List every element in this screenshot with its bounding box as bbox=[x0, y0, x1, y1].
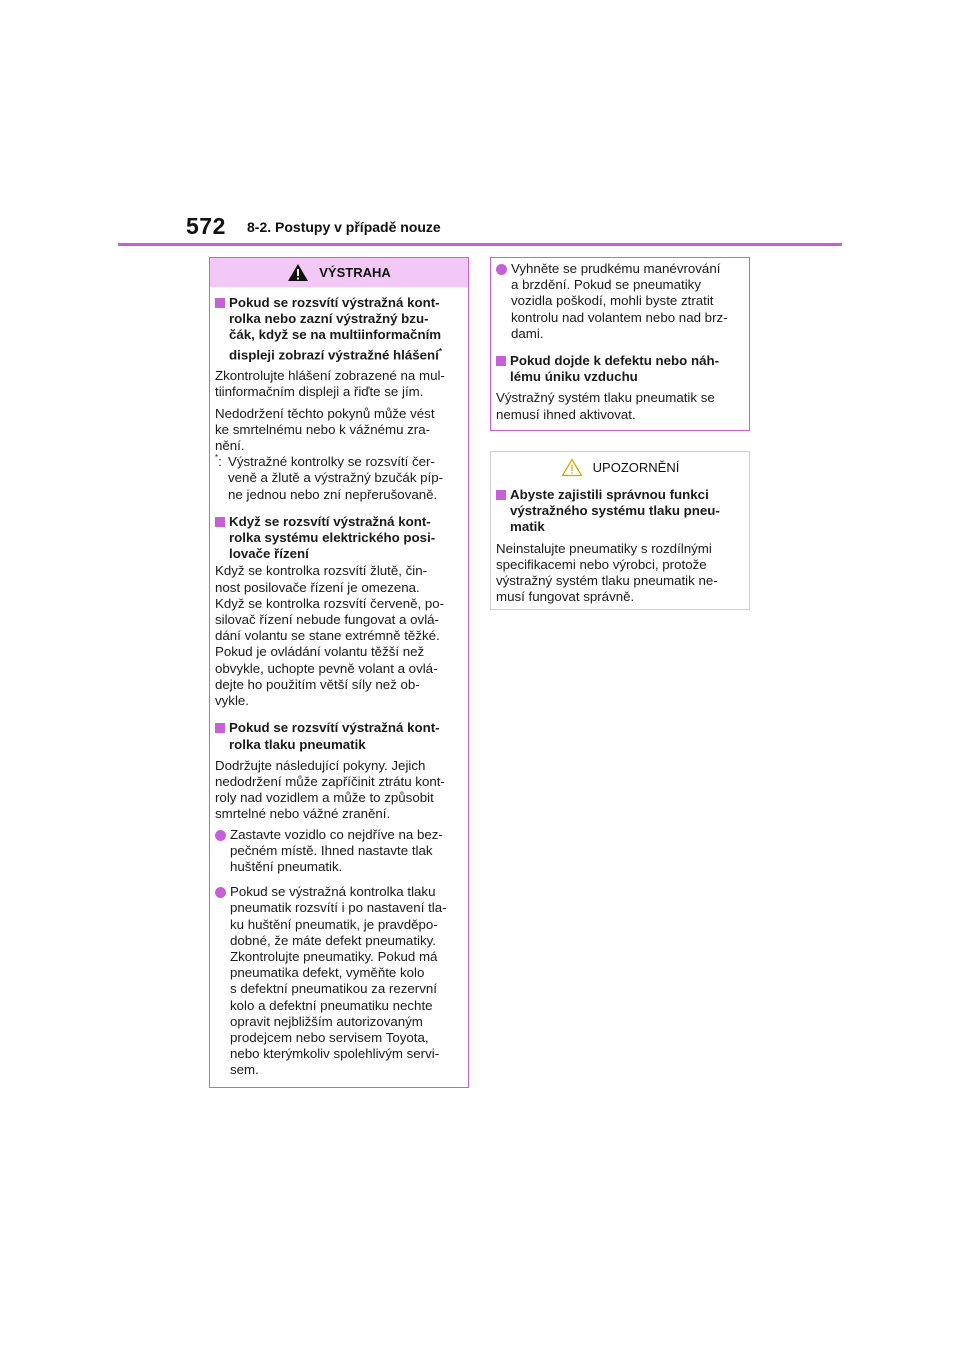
heading-line bbox=[229, 344, 464, 364]
text-line: opravit nejbližším autorizovaným bbox=[230, 1013, 423, 1029]
heading-line: rolka systému elektrického posi- bbox=[229, 530, 436, 546]
paragraph bbox=[215, 563, 464, 709]
text-line: roly nad vozidlem a může to způsobit bbox=[215, 790, 434, 806]
text-line: dami. bbox=[511, 325, 544, 341]
header-rule bbox=[118, 243, 842, 246]
text-line: Když se kontrolka rozsvítí žlutě, čin- bbox=[215, 563, 428, 579]
footnote-reference: * bbox=[438, 346, 442, 356]
text-line: sem. bbox=[230, 1062, 259, 1078]
heading-line: lovače řízení bbox=[229, 546, 309, 562]
text-line: Vyhněte se prudkému manévrování bbox=[511, 261, 721, 276]
heading-line: Pokud se rozsvítí výstražná kont- bbox=[229, 720, 440, 736]
page-number: 572 bbox=[186, 213, 226, 239]
heading-line: lému úniku vzduchu bbox=[510, 369, 638, 385]
caution-box-title: UPOZORNĚNÍ bbox=[592, 459, 680, 475]
text-line: musí fungovat správně. bbox=[496, 589, 635, 605]
text-line: nemusí ihned aktivovat. bbox=[496, 406, 636, 422]
heading-line-text: displeji zobrazí výstražné hlášení bbox=[229, 347, 439, 363]
heading-line: Pokud se rozsvítí výstražná kont- bbox=[229, 295, 440, 310]
text-line: vozidla poškodí, mohli byste ztratit bbox=[511, 293, 714, 309]
caution-box bbox=[490, 451, 750, 610]
square-bullet-icon bbox=[215, 298, 225, 308]
paragraph bbox=[496, 541, 745, 606]
footnote-colon: : bbox=[218, 454, 222, 470]
warning-box bbox=[209, 257, 469, 1088]
text-line: kontrolu nad volantem nebo nad brz- bbox=[511, 309, 728, 325]
text-line: Pokud je ovládání volantu těžší než bbox=[215, 644, 425, 660]
text-line: dejte ho použitím větší síly než ob- bbox=[215, 676, 420, 692]
caution-triangle-icon bbox=[561, 458, 583, 477]
text-line: vykle. bbox=[215, 693, 249, 709]
text-line: prodejcem nebo servisem Toyota, bbox=[230, 1029, 429, 1045]
warning-triangle-icon bbox=[287, 263, 309, 282]
section-heading bbox=[496, 487, 745, 536]
section-heading bbox=[496, 353, 745, 385]
square-bullet-icon bbox=[496, 356, 506, 366]
text-line: Když se kontrolka rozsvítí červeně, po- bbox=[215, 595, 445, 611]
round-bullet-icon bbox=[496, 264, 507, 275]
text-line: s defektní pneumatikou za rezervní bbox=[230, 981, 437, 997]
paragraph bbox=[215, 368, 464, 400]
heading-line: matik bbox=[510, 519, 545, 535]
warning-continuation-box bbox=[490, 257, 750, 431]
list-item bbox=[215, 827, 464, 876]
text-line: Pokud se výstražná kontrolka tlaku bbox=[230, 884, 436, 900]
warning-continuation-body bbox=[491, 258, 749, 423]
text-line: ne jednou nebo zní nepřerušovaně. bbox=[228, 486, 438, 502]
text-line: Neinstalujte pneumatiky s rozdílnými bbox=[496, 540, 712, 556]
text-line: Výstražné kontrolky se rozsvítí čer- bbox=[228, 454, 435, 470]
text-line: nebo kterýmkoliv spolehlivým servi- bbox=[230, 1046, 440, 1062]
text-line: dání volantu se stane extrémně těžké. bbox=[215, 628, 440, 644]
text-line: nedodržení může zapříčinit ztrátu kont- bbox=[215, 773, 445, 789]
heading-line: výstražného systému tlaku pneu- bbox=[510, 503, 720, 519]
section-heading bbox=[215, 514, 464, 563]
text-line: smrtelné nebo vážné zranění. bbox=[215, 806, 391, 822]
text-line: Zkontrolujte hlášení zobrazené na mul- bbox=[215, 368, 445, 384]
text-line: obvykle, uchopte pevně volant a ovlá- bbox=[215, 660, 438, 676]
section-title: 8-2. Postupy v případě nouze bbox=[247, 219, 441, 235]
text-line: a brzdění. Pokud se pneumatiky bbox=[511, 277, 701, 293]
heading-line: Když se rozsvítí výstražná kont- bbox=[229, 513, 431, 529]
footnote-marker bbox=[215, 454, 228, 503]
text-line: Dodržujte následující pokyny. Jejich bbox=[215, 757, 426, 773]
text-line: tiinformačním displeji a řiďte se jím. bbox=[215, 384, 424, 400]
text-line: nění. bbox=[215, 438, 245, 454]
text-line: dobné, že máte defekt pneumatiky. bbox=[230, 932, 436, 948]
heading-line: Abyste zajistili správnou funkci bbox=[510, 487, 709, 502]
text-line: specifikacemi nebo výrobci, protože bbox=[496, 556, 707, 572]
section-heading bbox=[215, 295, 464, 363]
footnote bbox=[215, 454, 464, 503]
text-line: ku huštění pneumatik, je pravděpo- bbox=[230, 916, 438, 932]
footnote-asterisk: * bbox=[215, 453, 219, 463]
warning-box-title: VÝSTRAHA bbox=[319, 265, 391, 280]
text-line: pneumatik rozsvítí i po nastavení tla- bbox=[230, 900, 447, 916]
caution-box-body bbox=[491, 482, 749, 605]
text-line: Výstražný systém tlaku pneumatik se bbox=[496, 390, 715, 406]
list-item bbox=[215, 884, 464, 1078]
text-line: pneumatika defekt, vyměňte kolo bbox=[230, 965, 425, 981]
text-line: ke smrtelnému nebo k vážnému zra- bbox=[215, 421, 431, 437]
text-line: výstražný systém tlaku pneumatik ne- bbox=[496, 573, 718, 589]
section-heading bbox=[215, 720, 464, 752]
caution-box-header bbox=[491, 452, 749, 482]
text-line: huštění pneumatik. bbox=[230, 858, 343, 874]
text-line: kolo a defektní pneumatiku nechte bbox=[230, 997, 433, 1013]
square-bullet-icon bbox=[215, 723, 225, 733]
round-bullet-icon bbox=[215, 887, 226, 898]
text-line: silovač řízení nebude fungovat a ovlá- bbox=[215, 612, 439, 628]
warning-box-body bbox=[210, 287, 468, 1079]
heading-line: rolka tlaku pneumatik bbox=[229, 736, 366, 752]
round-bullet-icon bbox=[215, 830, 226, 841]
heading-line: Pokud dojde k defektu nebo náh- bbox=[510, 353, 720, 369]
paragraph bbox=[496, 390, 745, 422]
text-line: Nedodržení těchto pokynů může vést bbox=[215, 405, 435, 421]
text-line: Zkontrolujte pneumatiky. Pokud má bbox=[230, 948, 438, 964]
text-line: pečném místě. Ihned nastavte tlak bbox=[230, 842, 433, 858]
text-line: nost posilovače řízení je omezena. bbox=[215, 579, 420, 595]
text-line: Zastavte vozidlo co nejdříve na bez- bbox=[230, 826, 443, 842]
list-item bbox=[496, 261, 745, 342]
warning-box-header bbox=[210, 258, 468, 287]
heading-line: čák, když se na multiinformačním bbox=[229, 327, 442, 343]
heading-line: rolka nebo zazní výstražný bzu- bbox=[229, 311, 429, 327]
text-line: veně a žlutě a výstražný bzučák píp- bbox=[228, 470, 444, 486]
square-bullet-icon bbox=[215, 517, 225, 527]
paragraph bbox=[215, 406, 464, 455]
paragraph bbox=[215, 758, 464, 823]
square-bullet-icon bbox=[496, 490, 506, 500]
